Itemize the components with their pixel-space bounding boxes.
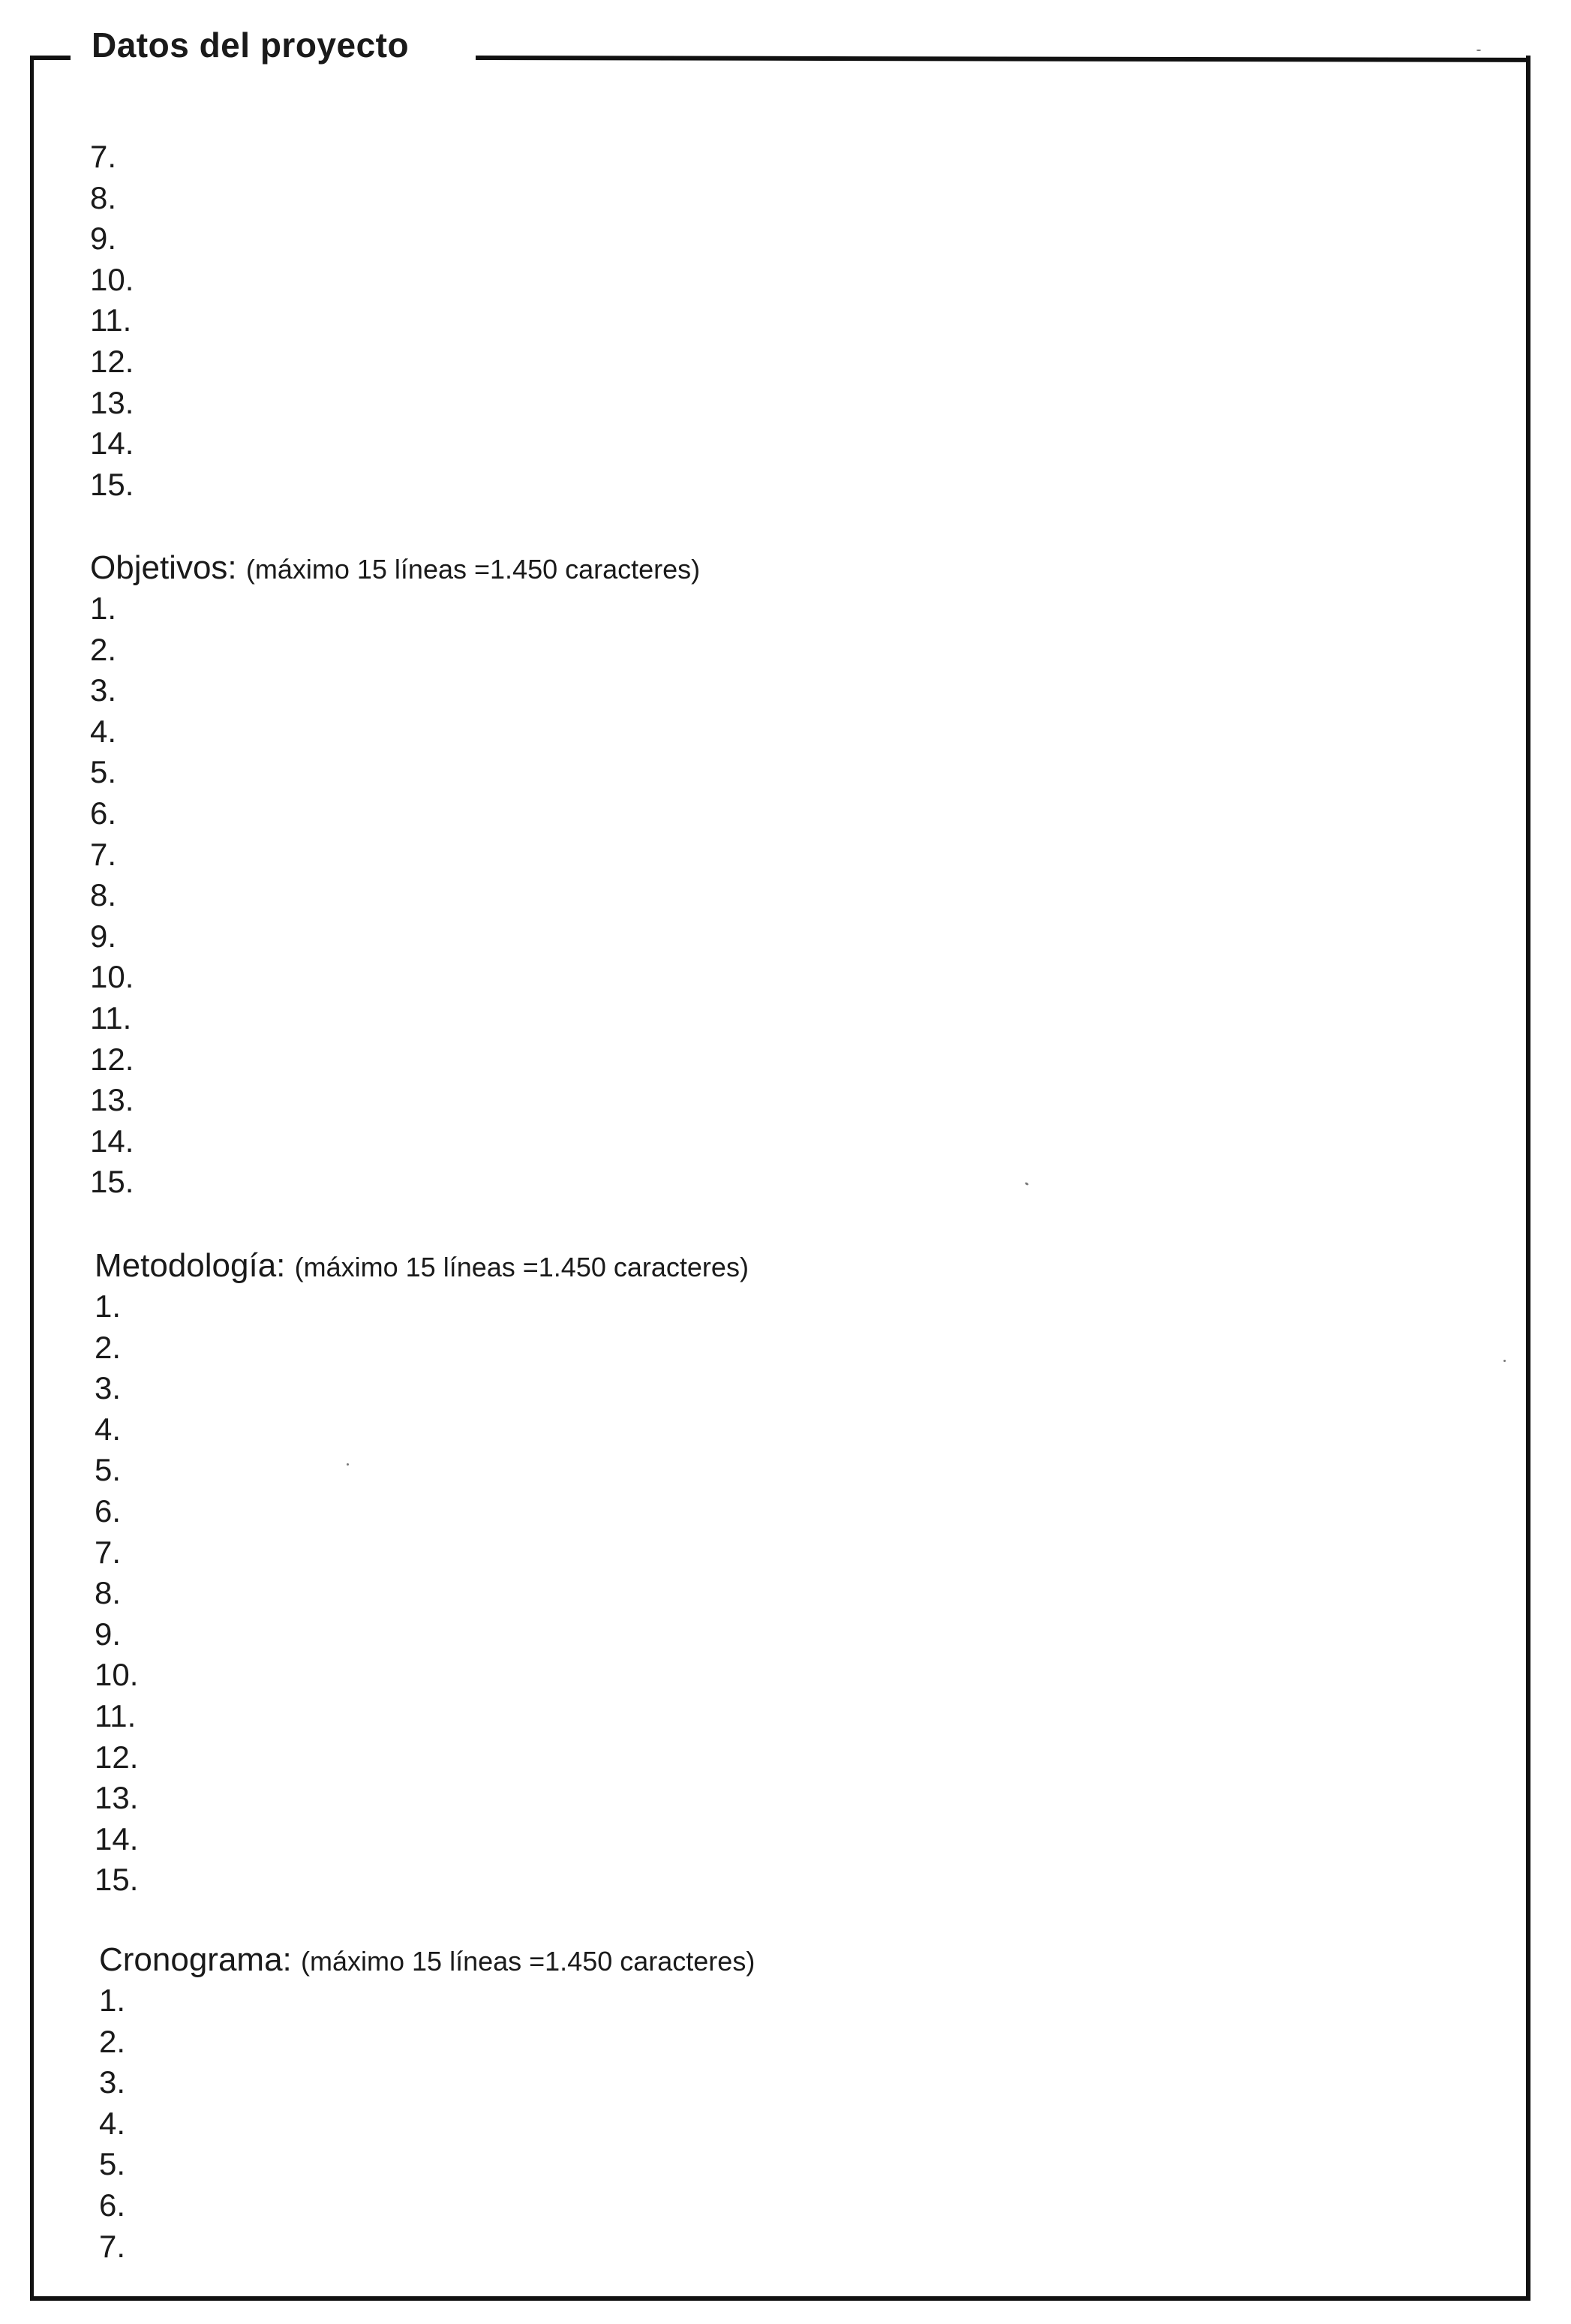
list-item: 1.	[99, 1983, 126, 2018]
scan-speck	[347, 1463, 349, 1466]
cronograma-section	[99, 1940, 755, 2267]
list-item: 5.	[90, 754, 117, 790]
frame-top-border-left	[30, 56, 71, 60]
objetivos-section	[90, 548, 700, 1203]
list-item: 9.	[90, 221, 117, 257]
list-item: 11.	[95, 1697, 137, 1733]
list-item: 10.	[90, 959, 134, 995]
scan-speck	[1503, 1360, 1506, 1362]
list-item: 15.	[90, 1164, 134, 1200]
list-item: 10.	[95, 1657, 139, 1693]
list-item: 4.	[90, 713, 117, 749]
list-item: 5.	[99, 2146, 126, 2182]
list-item: 7.	[90, 836, 117, 872]
continuation-section	[90, 137, 134, 505]
list-item: 4.	[95, 1411, 122, 1447]
list-item: 3.	[95, 1370, 122, 1406]
list-item: 11.	[90, 1000, 132, 1036]
list-item: 1.	[95, 1288, 122, 1324]
list-item: 8.	[95, 1575, 122, 1611]
list-item: 7.	[99, 2228, 126, 2264]
list-item: 1.	[90, 591, 117, 626]
list-item: 12.	[90, 343, 134, 379]
list-item: 12.	[90, 1041, 134, 1077]
list-item: 14.	[90, 425, 134, 461]
list-item: 5.	[95, 1452, 122, 1488]
list-item: 14.	[95, 1820, 139, 1856]
list-item: 7.	[90, 139, 117, 174]
list-item: 2.	[90, 631, 117, 667]
list-item: 11.	[90, 302, 132, 338]
list-item: 13.	[95, 1780, 139, 1816]
list-item: 9.	[95, 1616, 122, 1652]
list-item: 13.	[90, 1082, 134, 1118]
metodologia-heading	[95, 1246, 749, 1286]
list-item: 4.	[99, 2105, 126, 2141]
list-item: 12.	[95, 1739, 139, 1775]
metodologia-label: Metodología:	[95, 1247, 286, 1284]
objetivos-label: Objetivos:	[90, 549, 237, 586]
list-item: 6.	[95, 1493, 122, 1529]
list-item: 8.	[90, 179, 117, 215]
objetivos-note: (máximo 15 líneas =1.450 caracteres)	[245, 554, 701, 585]
list-item: 3.	[99, 2064, 126, 2100]
list-item: 15.	[95, 1862, 139, 1898]
metodologia-note: (máximo 15 líneas =1.450 caracteres)	[294, 1252, 749, 1282]
objetivos-heading	[90, 548, 700, 588]
list-item: 2.	[99, 2023, 126, 2059]
continuation-list	[90, 137, 134, 505]
list-item: 15.	[90, 466, 134, 502]
list-item: 7.	[95, 1534, 122, 1570]
frame-title: Datos del proyecto	[92, 26, 410, 65]
objetivos-list	[90, 588, 700, 1203]
metodologia-list	[95, 1286, 749, 1901]
list-item: 2.	[95, 1329, 122, 1365]
cronograma-list	[99, 1980, 755, 2267]
list-item: 3.	[90, 672, 117, 708]
cronograma-heading	[99, 1940, 755, 1980]
cronograma-label: Cronograma:	[99, 1941, 292, 1978]
list-item: 6.	[90, 795, 117, 831]
list-item: 9.	[90, 918, 117, 954]
list-item: 13.	[90, 384, 134, 420]
list-item: 10.	[90, 261, 134, 297]
list-item: 14.	[90, 1123, 134, 1159]
scan-speck	[1476, 50, 1481, 51]
list-item: 6.	[99, 2187, 126, 2223]
list-item: 8.	[90, 877, 117, 913]
cronograma-note: (máximo 15 líneas =1.450 caracteres)	[301, 1946, 755, 1977]
metodologia-section	[95, 1246, 749, 1901]
